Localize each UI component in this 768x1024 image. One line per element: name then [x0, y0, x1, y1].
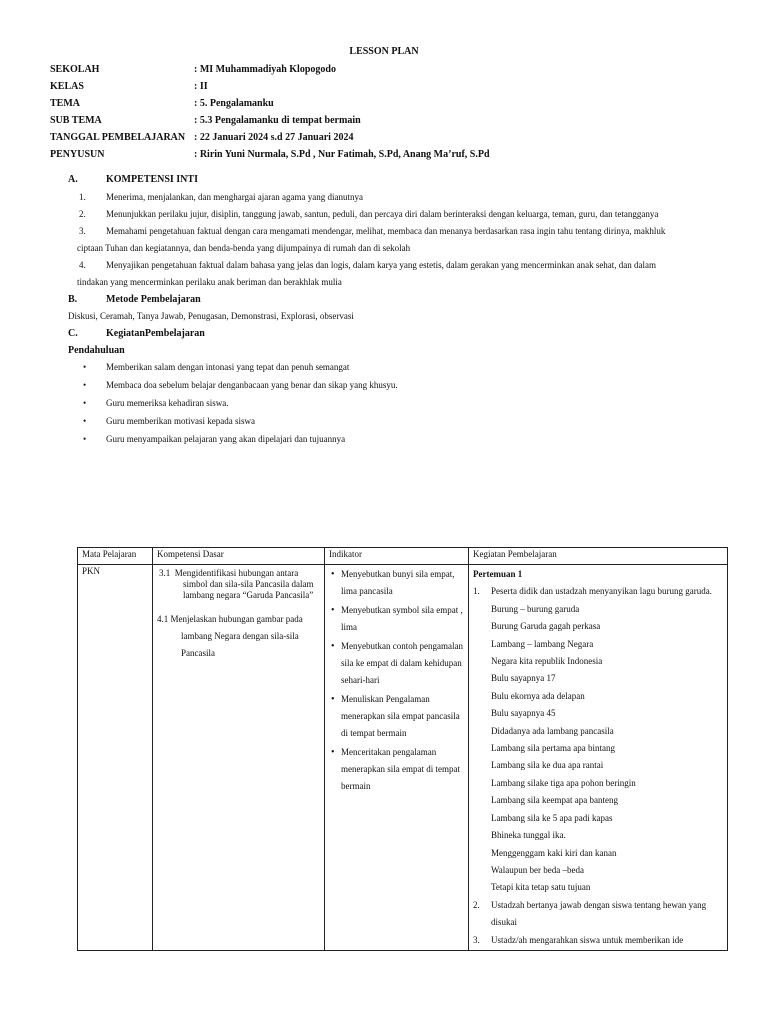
section-c-letter: C.	[68, 328, 78, 339]
column-header-kompetensi-dasar: Kompetensi Dasar	[153, 548, 325, 565]
column-header-kegiatan: Kegiatan Pembelajaran	[469, 548, 728, 565]
ki-text: Menunjukkan perilaku jujur, disiplin, tanggung jawab, santun, peduli, dan percaya diri dalam berinteraksi dengan keluarga, teman, guru, dan tetangganya	[106, 209, 659, 219]
song-line: Lambang sila ke dua apa rantai	[491, 760, 604, 771]
ki-text: Menerima, menjalankan, dan menghargai ajaran agama yang dianutnya	[106, 192, 363, 202]
song-line: Bulu ekornya ada delapan	[491, 690, 585, 701]
header-key: TEMA	[50, 98, 80, 109]
kegiatan-item	[473, 932, 723, 949]
song-line: Lambang sila keempat apa banteng	[491, 795, 618, 806]
kd-text-continued: lambang Negara dengan sila-sila Pancasila	[181, 631, 299, 658]
document-title: LESSON PLAN	[349, 46, 419, 57]
list-item-text: Guru menyampaikan pelajaran yang akan dipelajari dan tujuannya	[106, 434, 346, 444]
song-line: Menggenggam kaki kiri dan kanan	[491, 847, 617, 858]
cell-kompetensi-dasar	[153, 565, 325, 951]
pertemuan-heading: Pertemuan 1	[473, 569, 523, 579]
song-line: Bulu sayapnya 45	[491, 708, 556, 719]
section-a-letter: A.	[68, 174, 78, 185]
kd-text: Mengidentifikasi hubungan antara simbol dan sila-sila Pancasila dalam lambang negara “Garuda Pancasila”	[174, 568, 314, 600]
ki-number: 2.	[79, 209, 86, 219]
header-value: : MI Muhammadiyah Klopogodo	[194, 64, 336, 75]
list-item: • Menyebutkan contoh pengamalan sila ke empat di dalam kehidupan sehari-hari	[341, 638, 464, 689]
column-header-indikator: Indikator	[325, 548, 469, 565]
list-item: • Menyebutkan symbol sila empat , lima	[341, 602, 464, 636]
header-key: KELAS	[50, 81, 84, 92]
ki-text-continued: tindakan yang mencerminkan perilaku anak beriman dan berakhlak mulia	[77, 277, 342, 287]
ki-text: Menyajikan pengetahuan faktual dalam bahasa yang jelas dan logis, dalam karya yang estetis, dalam gerakan yang mencerminkan anak sehat, dan dalam	[106, 260, 657, 270]
header-key: SUB TEMA	[50, 115, 102, 126]
header-value: : 5. Pengalamanku	[194, 98, 274, 109]
song-line: Bhineka tunggal ika.	[491, 830, 566, 841]
ki-number: 4.	[79, 260, 86, 270]
header-value: : II	[194, 81, 208, 92]
kegiatan-number: 2.	[473, 899, 480, 910]
kegiatan-text: Ustadz/ah mengarahkan siswa untuk memberikan ide	[491, 934, 684, 945]
ki-number: 3.	[79, 226, 86, 236]
song-line: Burung – burung garuda	[491, 603, 580, 614]
list-item-text: Guru memberikan motivasi kepada siswa	[106, 416, 255, 426]
kd-item	[157, 611, 320, 662]
header-key: TANGGAL PEMBELAJARAN	[50, 132, 186, 143]
lesson-table	[77, 547, 728, 951]
ki-text-continued: ciptaan Tuhan dan kegiatannya, dan benda-benda yang dijumpainya di rumah dan di sekolah	[77, 243, 411, 253]
cell-kegiatan	[469, 565, 728, 951]
kegiatan-item	[473, 583, 723, 600]
ki-text: Memahami pengetahuan faktual dengan cara mengamati mendengar, melihat, membaca dan menanya berdasarkan rasa ingin tahu tentang dirinya, makhluk	[106, 226, 666, 236]
song-line: Lambang sila pertama apa bintang	[491, 743, 615, 754]
cell-subject: PKN	[78, 565, 153, 951]
section-a-title: KOMPETENSI INTI	[106, 174, 198, 185]
kegiatan-text: Peserta didik dan ustadzah menyanyikan lagu burung garuda.	[491, 586, 712, 597]
section-b-title: Metode Pembelajaran	[106, 294, 201, 305]
song-line: Didadanya ada lambang pancasila	[491, 725, 614, 736]
song-line: Lambang sila ke 5 apa padi kapas	[491, 812, 613, 823]
kegiatan-item	[473, 897, 723, 932]
list-item-text: Guru memeriksa kehadiran siswa.	[106, 398, 229, 408]
column-header-mata-pelajaran: Mata Pelajaran	[78, 548, 153, 565]
kegiatan-number: 1.	[473, 586, 480, 597]
song-line: Tetapi kita tetap satu tujuan	[491, 882, 591, 893]
header-value: : 22 Januari 2024 s.d 27 Januari 2024	[194, 132, 354, 143]
section-b-letter: B.	[68, 294, 78, 305]
kd-text: 4.1 Menjelaskan hubungan gambar pada	[157, 614, 303, 624]
kd-number: 3.1	[159, 568, 171, 578]
kegiatan-text: Ustadzah bertanya jawab dengan siswa tentang hewan yang disukai	[491, 899, 707, 928]
list-item: • Menceritakan pengalaman menerapkan sila empat di tempat bermain	[341, 744, 464, 795]
song-line: Lambang – lambang Negara	[491, 638, 594, 649]
cell-indikator	[325, 565, 469, 951]
indikator-list	[329, 566, 464, 795]
kegiatan-number: 3.	[473, 934, 480, 945]
header-key: PENYUSUN	[50, 149, 105, 160]
header-key: SEKOLAH	[50, 64, 100, 75]
list-item-text: Memberikan salam dengan intonasi yang tepat dan penuh semangat	[106, 362, 350, 372]
list-item: • Menyebutkan bunyi sila empat, lima pancasila	[341, 566, 464, 600]
list-item-text: Membaca doa sebelum belajar denganbacaan yang benar dan sikap yang khusyu.	[106, 380, 398, 390]
header-value: : 5.3 Pengalamanku di tempat bermain	[194, 115, 361, 126]
song-line: Bulu sayapnya 17	[491, 673, 556, 684]
table-row	[78, 565, 728, 951]
kd-item	[157, 568, 320, 601]
list-item: • Menuliskan Pengalaman menerapkan sila empat pancasila di tempat bermain	[341, 691, 464, 742]
song-lyrics	[473, 601, 723, 897]
ki-number: 1.	[79, 192, 86, 202]
song-line: Walaupun ber beda –beda	[491, 864, 584, 875]
pendahuluan-heading: Pendahuluan	[68, 345, 125, 356]
song-line: Burung Garuda gagah perkasa	[491, 621, 601, 632]
header-value: : Ririn Yuni Nurmala, S.Pd , Nur Fatimah, S.Pd, Anang Ma’ruf, S.Pd	[194, 149, 490, 160]
section-b-text: Diskusi, Ceramah, Tanya Jawab, Penugasan, Demonstrasi, Explorasi, observasi	[68, 311, 354, 321]
table-header-row	[78, 548, 728, 565]
section-c-title: KegiatanPembelajaran	[106, 328, 205, 339]
song-line: Lambang silake tiga apa pohon beringin	[491, 777, 636, 788]
song-line: Negara kita republik Indonesia	[491, 656, 603, 667]
